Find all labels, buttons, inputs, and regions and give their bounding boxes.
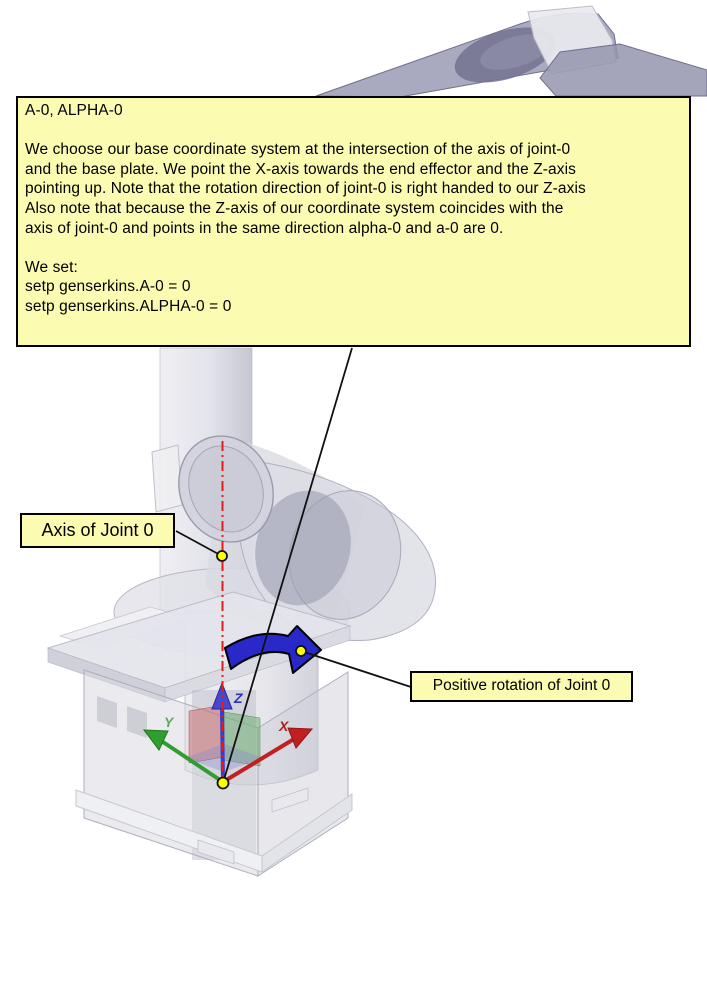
note-line bbox=[25, 121, 689, 141]
robot-upper-arm-icon bbox=[316, 6, 707, 97]
note-line: A-0, ALPHA-0 bbox=[25, 102, 123, 119]
note-line: Also note that because the Z-axis of our coordinate system coincides with the bbox=[25, 199, 564, 217]
axis-of-joint-0-label: Axis of Joint 0 bbox=[20, 513, 175, 548]
note-line: pointing up. Note that the rotation direction of joint-0 is right handed to our Z-axis bbox=[25, 180, 586, 198]
note-box bbox=[16, 96, 691, 347]
note-line: We set: bbox=[25, 258, 78, 276]
positive-rotation-of-joint-0-label: Positive rotation of Joint 0 bbox=[410, 671, 633, 702]
z-axis-label: Z bbox=[234, 690, 243, 706]
note-line: setp genserkins.ALPHA-0 = 0 bbox=[25, 297, 232, 315]
note-line: setp genserkins.A-0 = 0 bbox=[25, 278, 191, 296]
note-line: axis of joint-0 and points in the same direction alpha-0 and a-0 are 0. bbox=[25, 219, 504, 237]
rotation-marker-dot bbox=[296, 646, 306, 656]
axis-marker-dot bbox=[217, 551, 227, 561]
note-line bbox=[25, 238, 689, 258]
note-line: We choose our base coordinate system at the intersection of the axis of joint-0 bbox=[25, 141, 571, 159]
y-axis-label: Y bbox=[164, 714, 174, 730]
note-line: and the base plate. We point the X-axis towards the end effector and the Z-axis bbox=[25, 160, 577, 178]
x-axis-label: X bbox=[279, 718, 289, 734]
origin-marker-dot bbox=[218, 778, 229, 789]
